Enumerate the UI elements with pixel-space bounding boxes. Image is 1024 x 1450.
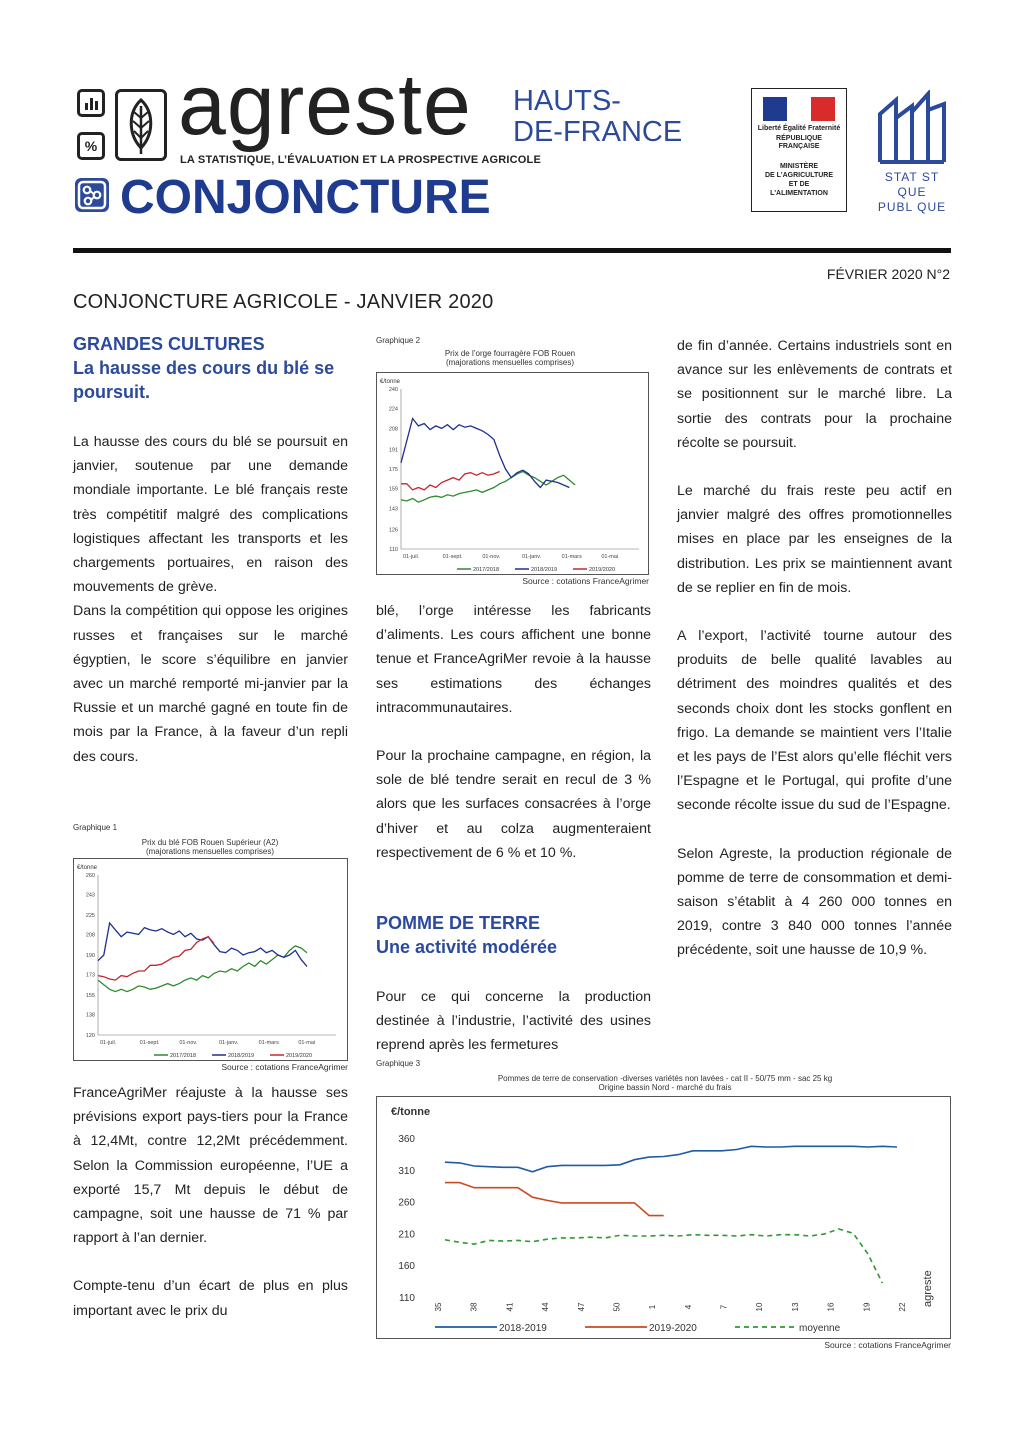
chart-subtitle-line: (majorations mensuelles comprises)	[445, 358, 575, 367]
tick-label: 310	[398, 1165, 415, 1177]
tick-label: 1	[648, 1304, 658, 1310]
paragraph: de fin d’année. Certains industriels sont en avance sur les enlèvements de contrats et se positionnent sur le marché libre. La sortie des contrats pour la prochaine récolte se poursuit.	[677, 338, 952, 451]
agreste-side-logo: agreste	[922, 1270, 934, 1307]
chart-source: Source : cotations FranceAgrimer	[221, 1062, 348, 1072]
chart-caption: Graphique 3	[376, 1059, 421, 1068]
stat-logo-line: STAT ST QUE	[884, 170, 940, 199]
tick-label: 01-nov.	[179, 1040, 198, 1046]
axis-label: €/tonne	[380, 379, 401, 385]
tick-label: 01-mars	[258, 1040, 279, 1046]
paragraph: Pour ce qui concerne la production destinée à l’industrie, l’activité des usines reprend après les fermetures	[376, 989, 651, 1054]
section-subheading: La hausse des cours du blé se poursuit.	[73, 358, 335, 402]
tick-label: 173	[85, 972, 95, 979]
region-name	[513, 86, 682, 148]
chart-title-line: Pommes de terre de conservation -diverses variétés non lavées - cat II - 50/75 mm - sac 25 kg	[497, 1074, 833, 1083]
chart-subtitle-line: Origine bassin Nord - marché du frais	[598, 1083, 732, 1092]
tick-label: 225	[85, 913, 95, 919]
column-3-text	[677, 334, 952, 963]
stat-logo-text	[874, 170, 950, 215]
column-1-text-bottom	[73, 1081, 348, 1323]
series-line	[401, 472, 500, 490]
tick-label: 260	[398, 1197, 415, 1209]
tick-label: 190	[85, 953, 95, 959]
chart-3-frame	[376, 1096, 951, 1339]
network-icon	[75, 178, 109, 212]
svg-text:%: %	[84, 138, 98, 154]
tick-label: 01-mai	[298, 1040, 316, 1046]
series-line	[98, 923, 307, 966]
french-flag-icon	[763, 97, 835, 121]
document-title: CONJONCTURE AGRICOLE - JANVIER 2020	[73, 291, 494, 313]
series-line	[98, 937, 214, 980]
tick-label: 126	[388, 527, 398, 534]
percent-icon	[77, 132, 105, 160]
legend-label: moyenne	[799, 1323, 841, 1334]
legend-label: 2019/2020	[589, 567, 615, 573]
brand-tagline: LA STATISTIQUE, L’ÉVALUATION ET LA PROSPECTIVE AGRICOLE	[180, 154, 541, 166]
series-line	[445, 1146, 897, 1172]
tick-label: 110	[389, 547, 398, 553]
tick-label: 01-sept.	[139, 1040, 160, 1046]
tick-label: 50	[612, 1302, 622, 1312]
ministry-line: MINISTÈRE	[779, 163, 819, 170]
column-2-text-bottom	[376, 985, 651, 1058]
legend-label: 2017/2018	[473, 567, 499, 573]
tick-label: 10	[755, 1302, 765, 1312]
tick-label: 208	[85, 932, 95, 939]
stat-building-icon	[876, 90, 948, 164]
chart-caption: Graphique 1	[73, 823, 118, 832]
series-title: CONJONCTURE	[120, 171, 491, 224]
tick-label: 19	[862, 1302, 872, 1312]
axis-label: €/tonne	[77, 865, 98, 871]
tick-label: 243	[85, 892, 95, 899]
tick-label: 210	[398, 1229, 415, 1241]
axis-label: €/tonne	[391, 1106, 431, 1118]
chart-source: Source : cotations FranceAgrimer	[824, 1340, 951, 1350]
chart-caption: Graphique 2	[376, 336, 421, 345]
tick-label: 22	[898, 1302, 907, 1312]
section-heading: POMME DE TERRE	[376, 913, 541, 933]
tick-label: 4	[683, 1304, 693, 1310]
legend-label: 2018-2019	[499, 1323, 547, 1334]
tick-label: 13	[790, 1302, 800, 1312]
tick-label: 208	[388, 426, 398, 433]
tick-label: 01-mars	[561, 554, 582, 560]
tick-label: 260	[85, 873, 95, 879]
region-line: DE-FRANCE	[513, 116, 683, 148]
tick-label: 38	[469, 1302, 479, 1312]
tick-label: 01-mai	[601, 554, 619, 560]
series-line	[401, 419, 569, 488]
tick-label: 01-janv.	[219, 1040, 239, 1046]
paragraph: blé, l’orge intéresse les fabricants d’aliments. Les cours affichent une bonne tenue et FranceAgriMer revoie à la hausse ses estimations des échanges intracommunautaires.	[376, 603, 651, 716]
chart-source: Source : cotations FranceAgrimer	[522, 576, 649, 586]
issue-number: FÉVRIER 2020 N°2	[826, 266, 950, 282]
stat-logo-line: PUBL QUE	[877, 200, 947, 214]
series-line	[445, 1183, 664, 1216]
legend-label: 2018/2019	[531, 567, 557, 573]
chart-2-barley-price	[377, 373, 648, 574]
section-subheading: Une activité modérée	[376, 937, 558, 957]
paragraph: A l’export, l’activité tourne autour des produits de belle qualité lavables au détriment des moindres qualités et des seconds choix dont les stocks gonflent en frigo. La demande se maintient vers l’Italie et les pays de l’Est alors qu’elle fléchit vers l’Espagne et le Portugal, qui profite d’une seconde récolte issue du sud de l’Espagne.	[677, 628, 952, 814]
tick-label: 120	[85, 1033, 95, 1039]
republic-name: RÉPUBLIQUE FRANÇAISE	[776, 135, 822, 150]
paragraph: FranceAgriMer réajuste à la hausse ses prévisions export pays-tiers pour la France à 12,4Mt, contre 12,2Mt précédemment. Selon la Commission européenne, l’UE a exporté 15,7 Mt depuis le début de campagne, soit une hausse de 71 % par rapport à l’an dernier.	[73, 1085, 348, 1247]
region-line: HAUTS-	[513, 85, 621, 117]
column-2-text-top	[376, 599, 651, 865]
header-rule	[73, 248, 951, 253]
paragraph: Dans la compétition qui oppose les origines russes et françaises sur le marché égyptien, le score s’équilibre en janvier avec un marché remporté mi-janvier par la Russie et un marché gagné en toute fin de mois par la France, à la faveur d’un repli des cours.	[73, 603, 348, 765]
paragraph: Compte-tenu d’un écart de plus en plus important avec le prix du	[73, 1278, 348, 1319]
chart-1-wheat-price	[74, 859, 347, 1060]
tick-label: 41	[505, 1302, 515, 1312]
tick-label: 7	[719, 1304, 729, 1310]
chart-1-frame	[73, 858, 348, 1061]
tick-label: 16	[826, 1302, 836, 1312]
paragraph: Pour la prochaine campagne, en région, la sole de blé tendre serait en recul de 3 % alors que les surfaces consacrées à l’orge d’hiver et au colza augmenteraient respectivement de 6 % et 10 %.	[376, 748, 651, 861]
ministry-line: DE L'AGRICULTURE	[764, 172, 834, 179]
tick-label: 138	[85, 1012, 95, 1019]
tick-label: 159	[388, 486, 398, 493]
tick-label: 360	[398, 1134, 415, 1146]
republic-motto: Liberté Égalité Fraternité	[757, 125, 841, 132]
chart-icon	[77, 89, 105, 117]
ministry-line: ET DE	[788, 181, 810, 188]
tick-label: 01-juil.	[403, 554, 420, 560]
chart-title	[400, 349, 620, 367]
ministry-line: L'ALIMENTATION	[770, 190, 828, 197]
series-line	[445, 1229, 882, 1283]
paragraph: Selon Agreste, la production régionale de pomme de terre de consommation et demi-saison s’établit à 4 260 000 tonnes en 2019, contre 3 840 000 tonnes l’année précédente, soit une hausse de 10,9 %.	[677, 845, 952, 959]
chart-title	[100, 838, 320, 856]
paragraph: La hausse des cours du blé se poursuit en janvier, soutenue par une demande mondiale importante. Le blé français reste très compétitif malgré des complications logistiques affectant les transports et les chargements portuaires, en raison des mouvements de grève.	[73, 434, 348, 596]
tick-label: 155	[85, 993, 95, 999]
legend-label: 2017/2018	[170, 1053, 196, 1059]
legend-label: 2019-2020	[649, 1323, 697, 1334]
tick-label: 110	[399, 1293, 415, 1304]
tick-label: 191	[388, 447, 398, 454]
tick-label: 240	[388, 387, 398, 393]
tick-label: 175	[388, 467, 398, 473]
chart-title	[400, 1074, 930, 1092]
legend-label: 2018/2019	[228, 1053, 254, 1059]
chart-title-line: Prix du blé FOB Rouen Supérieur (A2)	[141, 838, 279, 847]
leaf-icon	[115, 89, 167, 161]
tick-label: 44	[541, 1302, 551, 1312]
brand-name: agreste	[178, 57, 472, 153]
tick-label: 47	[576, 1302, 586, 1312]
tick-label: 01-nov.	[482, 554, 501, 560]
chart-3-potato-price	[377, 1097, 950, 1338]
column-1-text-top	[73, 430, 348, 769]
chart-2-frame	[376, 372, 649, 575]
tick-label: 143	[388, 506, 398, 513]
tick-label: 01-juil.	[100, 1040, 117, 1046]
ministry-logo	[751, 88, 847, 212]
chart-title-line: Prix de l’orge fourragère FOB Rouen	[444, 349, 576, 358]
section-heading: GRANDES CULTURES	[73, 334, 265, 354]
legend-label: 2019/2020	[286, 1053, 312, 1059]
tick-label: 160	[398, 1261, 415, 1273]
tick-label: 35	[434, 1302, 443, 1312]
tick-label: 01-janv.	[522, 554, 542, 560]
tick-label: 01-sept.	[442, 554, 463, 560]
tick-label: 224	[388, 406, 398, 413]
chart-subtitle-line: (majorations mensuelles comprises)	[145, 847, 275, 856]
paragraph: Le marché du frais reste peu actif en janvier malgré des offres promotionnelles mises en place par les enseignes de la distribution. Les prix se maintiennent avant de se replier en fin de mois.	[677, 483, 952, 596]
